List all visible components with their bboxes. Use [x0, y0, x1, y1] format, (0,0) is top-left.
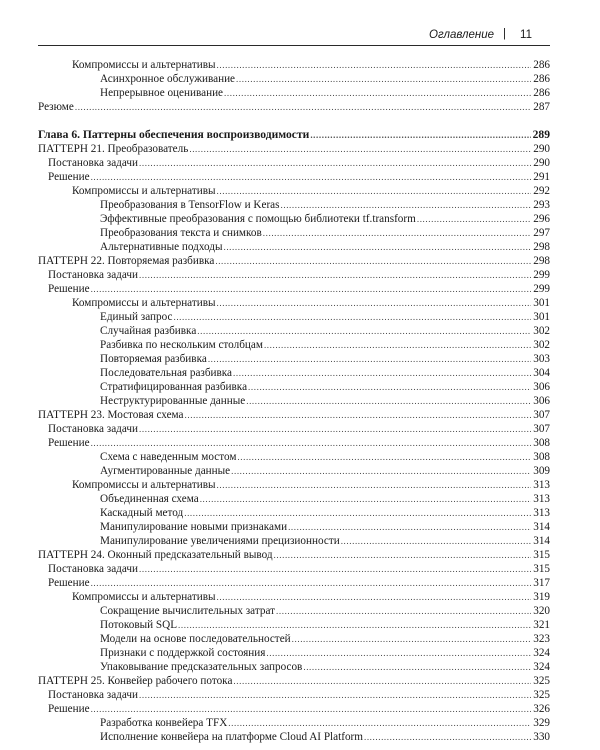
- toc-entry: [38, 478, 550, 492]
- toc-entry-page: 314: [533, 535, 550, 547]
- toc-entry-page: 301: [533, 311, 550, 323]
- dot-leader: [236, 72, 531, 86]
- dot-leader: [341, 534, 531, 548]
- toc-entry: [38, 660, 550, 674]
- dot-leader: [223, 240, 531, 254]
- toc-entry-page: 307: [533, 423, 550, 435]
- toc-entry-page: 299: [533, 283, 550, 295]
- toc-entry: [38, 212, 550, 226]
- toc-entry: [38, 492, 550, 506]
- toc-entry: [38, 142, 550, 156]
- toc-entry-title: Сокращение вычислительных затрат: [100, 605, 276, 617]
- toc-entry-title: Манипулирование новыми признаками: [100, 521, 288, 533]
- toc-entry-title: Объединенная схема: [100, 493, 199, 505]
- toc-entry: [38, 184, 550, 198]
- toc-entry: [38, 590, 550, 604]
- toc-entry-page: 301: [533, 297, 550, 309]
- header-separator: |: [503, 28, 506, 40]
- toc-entry-title: Единый запрос: [100, 311, 173, 323]
- toc-entry-page: 307: [533, 409, 550, 421]
- dot-leader: [208, 352, 531, 366]
- toc-entry-title: Исполнение конвейера на платформе Cloud AI Platform: [100, 731, 363, 743]
- dot-leader: [139, 422, 531, 436]
- toc-entry-title: Неструктурированные данные: [100, 395, 246, 407]
- dot-leader: [224, 86, 531, 100]
- dot-leader: [215, 254, 531, 268]
- dot-leader: [139, 562, 531, 576]
- toc-entry-page: 287: [533, 101, 550, 113]
- dot-leader: [217, 590, 531, 604]
- toc-entry-page: 315: [533, 563, 550, 575]
- toc-entry-title: Эффективные преобразования с помощью библиотеки tf.transform: [100, 213, 416, 225]
- toc-entry-page: 330: [533, 731, 550, 743]
- toc-entry-title: Повторяемая разбивка: [100, 353, 207, 365]
- toc-entry: [38, 366, 550, 380]
- toc-entry: [38, 450, 550, 464]
- toc-entry-page: 313: [533, 507, 550, 519]
- toc-entry-page: 292: [533, 185, 550, 197]
- toc-entry-page: 321: [533, 619, 550, 631]
- dot-leader: [303, 660, 531, 674]
- toc-entry-page: 308: [533, 437, 550, 449]
- toc-entry-title: Резюме: [38, 101, 74, 113]
- dot-leader: [91, 170, 531, 184]
- dot-leader: [281, 198, 532, 212]
- toc-entry-title: ПАТТЕРН 21. Преобразователь: [38, 143, 189, 155]
- dot-leader: [217, 296, 531, 310]
- toc-entry-title: Решение: [48, 171, 90, 183]
- toc-entry-page: 302: [533, 325, 550, 337]
- toc-entry: [38, 646, 550, 660]
- toc-entry: [38, 730, 550, 744]
- toc-entry-page: 320: [533, 605, 550, 617]
- toc-entry: [38, 268, 550, 282]
- toc-entry-page: 306: [533, 395, 550, 407]
- toc-entry: [38, 576, 550, 590]
- toc-entry-title: Постановка задачи: [48, 423, 139, 435]
- toc-entry-title: Компромиссы и альтернативы: [72, 185, 216, 197]
- toc-entry: [38, 72, 550, 86]
- toc-entry-title: Компромиссы и альтернативы: [72, 591, 216, 603]
- toc-entry: [38, 86, 550, 100]
- toc-entry-title: Глава 6. Паттерны обеспечения воспроизводимости: [38, 128, 310, 141]
- toc-entry-page: 304: [533, 367, 550, 379]
- toc-entry: [38, 562, 550, 576]
- toc-entry-page: 291: [533, 171, 550, 183]
- dot-leader: [91, 436, 531, 450]
- toc-entry-title: Каскадный метод: [100, 507, 184, 519]
- toc-entry-page: 309: [533, 465, 550, 477]
- toc-entry: [38, 408, 550, 422]
- toc-entry-title: Постановка задачи: [48, 269, 139, 281]
- toc-entry-title: Непрерывное оценивание: [100, 87, 224, 99]
- toc-entry: [38, 688, 550, 702]
- toc-entry: [38, 324, 550, 338]
- toc-entry-title: Альтернативные подходы: [100, 241, 223, 253]
- dot-leader: [264, 338, 531, 352]
- dot-leader: [91, 702, 531, 716]
- toc-entry-page: 298: [533, 241, 550, 253]
- toc-entry-page: 324: [533, 661, 550, 673]
- toc-entry-page: 317: [533, 577, 550, 589]
- toc-entry: [38, 520, 550, 534]
- toc-entry-page: 319: [533, 591, 550, 603]
- toc-entry-title: Манипулирование увеличениями прецизионности: [100, 535, 340, 547]
- toc-entry-title: ПАТТЕРН 24. Оконный предсказательный вывод: [38, 549, 273, 561]
- toc-entry-page: 314: [533, 521, 550, 533]
- toc-entry-page: 290: [533, 157, 550, 169]
- toc-entry-page: 297: [533, 227, 550, 239]
- dot-leader: [217, 58, 531, 72]
- toc-entry: [38, 534, 550, 548]
- dot-leader: [185, 408, 531, 422]
- toc-entry-title: ПАТТЕРН 23. Мостовая схема: [38, 409, 184, 421]
- toc-entry-title: Решение: [48, 437, 90, 449]
- toc-entry: [38, 394, 550, 408]
- toc-entry: [38, 618, 550, 632]
- toc-entry-page: 323: [533, 633, 550, 645]
- toc-entry-title: Случайная разбивка: [100, 325, 197, 337]
- dot-leader: [139, 268, 531, 282]
- dot-leader: [364, 730, 531, 744]
- toc-entry-page: 289: [532, 128, 550, 141]
- toc-entry-page: 303: [533, 353, 550, 365]
- header-section-title: Оглавление: [429, 29, 494, 41]
- dot-leader: [246, 394, 531, 408]
- toc-entry-page: 302: [533, 339, 550, 351]
- toc-entry: [38, 240, 550, 254]
- dot-leader: [91, 282, 531, 296]
- toc-entry: [38, 604, 550, 618]
- toc-entry: [38, 198, 550, 212]
- toc-entry-title: Потоковый SQL: [100, 619, 178, 631]
- dot-leader: [75, 100, 531, 114]
- toc-entry-page: 325: [533, 689, 550, 701]
- toc-entry-title: Решение: [48, 283, 90, 295]
- dot-leader: [91, 576, 531, 590]
- toc-entry-page: 296: [533, 213, 550, 225]
- dot-leader: [417, 212, 531, 226]
- toc-entry: [38, 632, 550, 646]
- toc-entry: [38, 380, 550, 394]
- toc-entry: [38, 506, 550, 520]
- toc-entry-page: 324: [533, 647, 550, 659]
- dot-leader: [233, 366, 531, 380]
- toc-entry: [38, 156, 550, 170]
- toc-entry-title: Постановка задачи: [48, 689, 139, 701]
- toc-entry-page: 325: [533, 675, 550, 687]
- dot-leader: [217, 184, 531, 198]
- dot-leader: [233, 674, 531, 688]
- toc-entry-title: Постановка задачи: [48, 563, 139, 575]
- toc-entry: [38, 422, 550, 436]
- dot-leader: [231, 464, 531, 478]
- toc-entry: [38, 674, 550, 688]
- dot-leader: [237, 450, 531, 464]
- toc-chapter-entry: [38, 128, 550, 142]
- dot-leader: [263, 226, 531, 240]
- toc-entry-page: 286: [533, 59, 550, 71]
- toc-entry-title: Стратифицированная разбивка: [100, 381, 248, 393]
- dot-leader: [266, 646, 531, 660]
- toc-entry-page: 313: [533, 493, 550, 505]
- toc-entry: [38, 548, 550, 562]
- toc-entry-title: Аугментированные данные: [100, 465, 231, 477]
- dot-leader: [200, 492, 531, 506]
- toc-entry-title: Признаки с поддержкой состояния: [100, 647, 266, 659]
- dot-leader: [217, 478, 531, 492]
- toc-entry: [38, 310, 550, 324]
- table-of-contents: [38, 58, 550, 744]
- toc-entry: [38, 254, 550, 268]
- toc-entry: [38, 170, 550, 184]
- toc-entry-page: 306: [533, 381, 550, 393]
- dot-leader: [274, 548, 531, 562]
- toc-entry-title: Упаковывание предсказательных запросов: [100, 661, 303, 673]
- toc-entry: [38, 436, 550, 450]
- toc-entry-title: Решение: [48, 577, 90, 589]
- toc-entry-page: 293: [533, 199, 550, 211]
- toc-entry: [38, 352, 550, 366]
- toc-entry-title: Последовательная разбивка: [100, 367, 233, 379]
- toc-entry-title: Компромиссы и альтернативы: [72, 59, 216, 71]
- toc-entry: [38, 464, 550, 478]
- toc-entry-title: Асинхронное обслуживание: [100, 73, 236, 85]
- toc-entry: [38, 100, 550, 114]
- dot-leader: [310, 128, 531, 142]
- toc-entry-page: 299: [533, 269, 550, 281]
- toc-entry-title: Преобразования в TensorFlow и Keras: [100, 199, 280, 211]
- toc-entry-title: ПАТТЕРН 25. Конвейер рабочего потока: [38, 675, 233, 687]
- dot-leader: [139, 688, 531, 702]
- toc-entry-page: 298: [533, 255, 550, 267]
- dot-leader: [248, 380, 531, 394]
- toc-entry-page: 315: [533, 549, 550, 561]
- toc-entry-title: Решение: [48, 703, 90, 715]
- dot-leader: [276, 604, 531, 618]
- toc-entry-page: 286: [533, 87, 550, 99]
- running-header: [38, 29, 550, 46]
- toc-entry-page: 308: [533, 451, 550, 463]
- dot-leader: [139, 156, 531, 170]
- toc-entry-page: 313: [533, 479, 550, 491]
- dot-leader: [292, 632, 531, 646]
- toc-entry-page: 329: [533, 717, 550, 729]
- dot-leader: [197, 324, 531, 338]
- dot-leader: [173, 310, 531, 324]
- toc-entry: [38, 702, 550, 716]
- header-page-number: 11: [520, 29, 532, 41]
- toc-entry-title: Преобразования текста и снимков: [100, 227, 262, 239]
- dot-leader: [189, 142, 531, 156]
- toc-entry-title: Схема с наведенным мостом: [100, 451, 237, 463]
- dot-leader: [228, 716, 531, 730]
- toc-entry: [38, 338, 550, 352]
- toc-entry-title: Разбивка по нескольким столбцам: [100, 339, 263, 351]
- toc-entry-title: Постановка задачи: [48, 157, 139, 169]
- toc-entry-page: 286: [533, 73, 550, 85]
- toc-entry-page: 326: [533, 703, 550, 715]
- toc-entry-title: Разработка конвейера TFX: [100, 717, 228, 729]
- dot-leader: [288, 520, 531, 534]
- toc-entry-title: Компромиссы и альтернативы: [72, 297, 216, 309]
- toc-entry-title: ПАТТЕРН 22. Повторяемая разбивка: [38, 255, 215, 267]
- toc-entry: [38, 226, 550, 240]
- toc-entry-page: 290: [533, 143, 550, 155]
- toc-entry: [38, 58, 550, 72]
- toc-entry-title: Модели на основе последовательностей: [100, 633, 291, 645]
- toc-entry: [38, 716, 550, 730]
- dot-leader: [178, 618, 531, 632]
- toc-entry-title: Компромиссы и альтернативы: [72, 479, 216, 491]
- toc-entry: [38, 282, 550, 296]
- dot-leader: [184, 506, 531, 520]
- toc-entry: [38, 296, 550, 310]
